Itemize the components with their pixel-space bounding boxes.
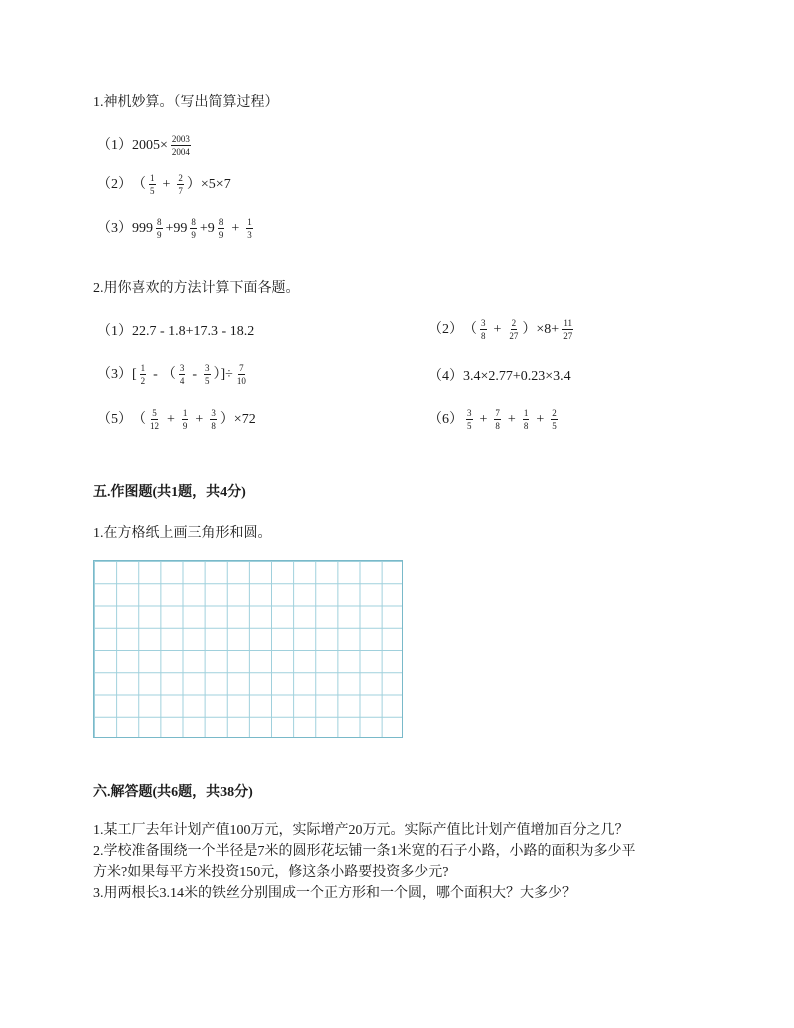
problem-2-6: （6） $\frac{3}{5}$ + $\frac{7}{8}$ + $\frac{1}{8}$ + $\frac{2}{5}$: [428, 408, 557, 431]
section6-heading: 六.解答题(共6题，共38分): [93, 785, 253, 800]
section2-title: 2.用你喜欢的方法计算下面各题。: [93, 281, 300, 296]
problem-1-2: （2） （ $\frac{1}{5}$ + $\frac{2}{7}$ ）×5×7: [97, 173, 231, 196]
fraction: $\frac{8}{9}$: [218, 217, 224, 240]
fraction: $\frac{1}{3}$: [247, 217, 252, 240]
problem-2-4: （4）3.4×2.77+0.23×3.4: [428, 369, 571, 384]
section6-question-3: 3.用两根长3.14米的铁丝分别围成一个正方形和一个圆，哪个面积大？大多少？: [93, 886, 576, 901]
fraction: $\frac{2}{27}$: [509, 318, 519, 341]
section6-question-2-line2: 方米?如果每平方米投资150元，修这条小路要投资多少元?: [93, 865, 449, 880]
problem-2-3: （3）[ $\frac{1}{2}$ - （ $\frac{3}{4}$ - $\frac{3}{5}$ ）]÷ $\frac{7}{10}$: [97, 363, 246, 386]
problem-2-2: （2） （ $\frac{3}{8}$ + $\frac{2}{27}$ ）×8+ $\frac{11}{27}$: [428, 318, 573, 341]
fraction: $\frac{1}{5}$: [150, 173, 155, 196]
fraction: $\frac{2}{7}$: [178, 173, 183, 196]
problem-1-1: [97, 134, 194, 157]
fraction: $\frac{2003}{2004}$: [171, 134, 190, 157]
fraction: $\frac{1}{9}$: [182, 408, 188, 431]
fraction: $\frac{3}{5}$: [205, 363, 210, 386]
section6-question-2-line1: 2.学校准备围绕一个半径是7米的圆形花坛铺一条1米宽的石子小路，小路的面积为多少平: [93, 844, 636, 859]
problem-2-5: （5） （ $\frac{5}{12}$ + $\frac{1}{9}$ + $\frac{3}{8}$ ）×72: [97, 408, 256, 431]
fraction: $\frac{3}{8}$: [211, 408, 216, 431]
fraction: $\frac{3}{8}$: [481, 318, 486, 341]
section5-heading: 五.作图题(共1题，共4分): [93, 485, 246, 500]
section5-question-1: 1.在方格纸上画三角形和圆。: [93, 526, 272, 541]
fraction: $\frac{1}{2}$: [140, 363, 146, 386]
section1-title: 1.神机妙算。（写出简算过程）: [93, 95, 279, 110]
fraction: $\frac{8}{9}$: [191, 217, 196, 240]
problem-1-3: （3）999 $\frac{8}{9}$ +99 $\frac{8}{9}$ +9 $\frac{8}{9}$ + $\frac{1}{3}$: [97, 217, 252, 240]
problem-label: （1）2005×: [97, 137, 168, 153]
fraction: $\frac{3}{5}$: [467, 408, 472, 431]
fraction: $\frac{8}{9}$: [157, 217, 162, 240]
fraction: $\frac{7}{8}$: [495, 408, 500, 431]
grid-paper[interactable]: [93, 560, 403, 738]
problem-2-1: （1）22.7 - 1.8+17.3 - 18.2: [97, 324, 255, 339]
fraction: $\frac{7}{10}$: [236, 363, 246, 386]
fraction: $\frac{11}{27}$: [563, 318, 573, 341]
section6-question-1: 1.某工厂去年计划产值100万元，实际增产20万元。实际产值比计划产值增加百分之几？: [93, 823, 629, 838]
fraction: $\frac{1}{8}$: [523, 408, 529, 431]
fraction: $\frac{5}{12}$: [150, 408, 159, 431]
fraction: $\frac{3}{4}$: [179, 363, 185, 386]
fraction: $\frac{2}{5}$: [552, 408, 557, 431]
